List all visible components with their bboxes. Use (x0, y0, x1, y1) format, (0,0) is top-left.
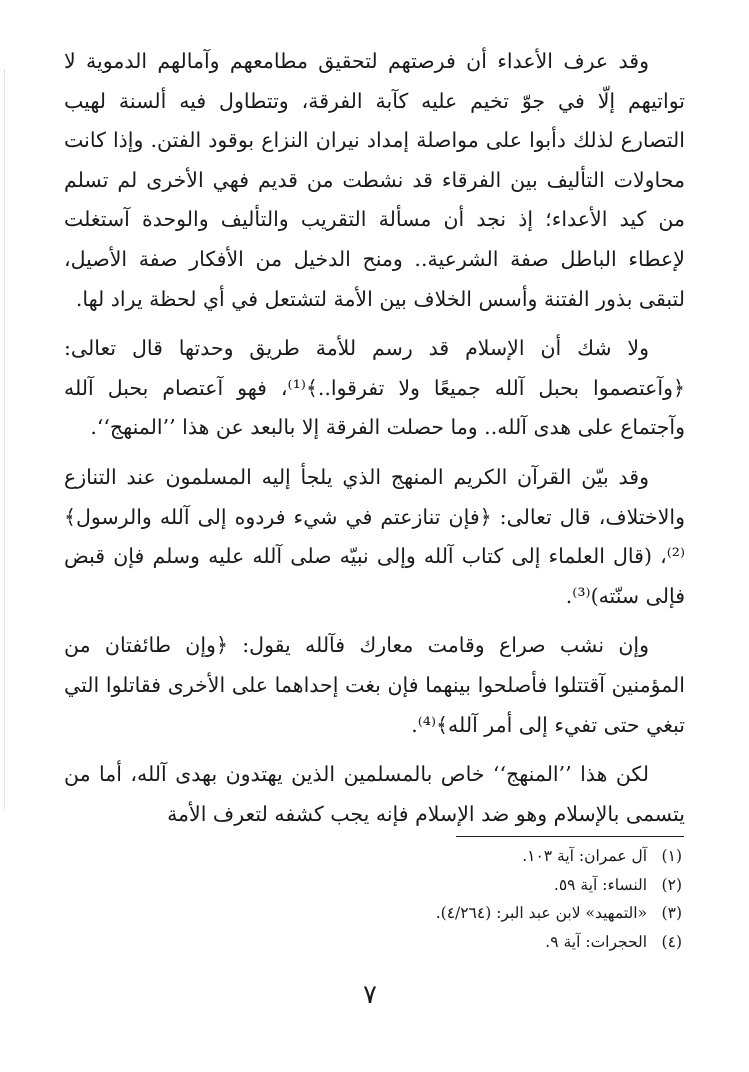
paragraph-1: وقد عرف الأعداء أن فرصتهم لتحقيق مطامعهم وآمالهم الدموية لا تواتيهم إلّا في جوّ تخيم عليه كآبة الفرقة، وتتطاول فيه ألسنة لهيب التصارع لذلك دأبوا على مواصلة إمداد نيران النزاع بوقود الفتن. وإذا كانت محاولات التأليف بين الفرقاء قد نشطت من قديم فهي الأخرى لم تسلم من كيد الأعداء؛ إذ نجد أن مسألة التقريب والتأليف والوحدة آستغلت لإعطاء الباطل صفة الشرعية.. ومنح الدخيل من الأفكار صفة الأصيل، لتبقى بذور الفتنة وأسس الخلاف بين الأمة لتشتعل في أي لحظة يراد لها. (64, 49, 685, 311)
paragraph-5: لكن هذا ’’المنهج‘‘ خاص بالمسلمين الذين يهتدون بهدى آلله، أما من يتسمى بالإسلام وهو ضد الإسلام فإنه يجب كشفه لتعرف الأمة (64, 762, 685, 826)
footnote-number: (٢) (661, 875, 682, 894)
footnote-number: (٣) (661, 904, 682, 923)
footnote-text: «التمهيد» لابن عبد البر: (٤/٢٦٤). (435, 904, 648, 923)
footnote-number: (٤) (661, 932, 682, 951)
scan-margin-line (4, 70, 5, 810)
paragraph-3: وقد بيّن القرآن الكريم المنهج الذي يلجأ إليه المسلمون عند التنازع والاختلاف، قال تعالى: ﴿فإن تنازعتم في شيء فردوه إلى آلله والرسول﴾⁽²⁾، (قال العلماء إلى كتاب آلله وإلى نبيّه صلى آلله عليه وسلم فإن قبض فإلى سنّته)⁽³⁾. (64, 464, 685, 608)
footnote-text: الحجرات: آية ٩. (545, 932, 648, 951)
footnote-3 (300, 899, 682, 928)
footnotes (300, 842, 682, 956)
footnote-text: النساء: آية ٥٩. (553, 875, 648, 894)
paragraph-4: وإن نشب صراع وقامت معارك فآلله يقول: ﴿وإن طائفتان من المؤمنين آقتتلوا فأصلحوا بينهما فإن بغت إحداهما على الأخرى فقاتلوا التي تبغي حتى تفيء إلى أمر آلله﴾⁽⁴⁾. (64, 633, 685, 737)
footnote-divider (456, 836, 684, 837)
footnote-2 (300, 871, 682, 900)
paragraph-2: ولا شك أن الإسلام قد رسم للأمة طريق وحدتها قال تعالى: ﴿وآعتصموا بحبل آلله جميعًا ولا تفرقوا..﴾⁽¹⁾، فهو آعتصام بحبل آلله وآجتماع على هدى آلله.. وما حصلت الفرقة إلا بالبعد عن هذا ’’المنهج‘‘. (64, 336, 685, 440)
footnote-text: آل عمران: آية ١٠٣. (522, 847, 648, 865)
body-text (64, 42, 685, 844)
footnote-1 (300, 842, 682, 871)
footnote-4 (300, 928, 682, 957)
page-number: ٧ (363, 980, 377, 1010)
footnote-number: (١) (661, 847, 682, 865)
